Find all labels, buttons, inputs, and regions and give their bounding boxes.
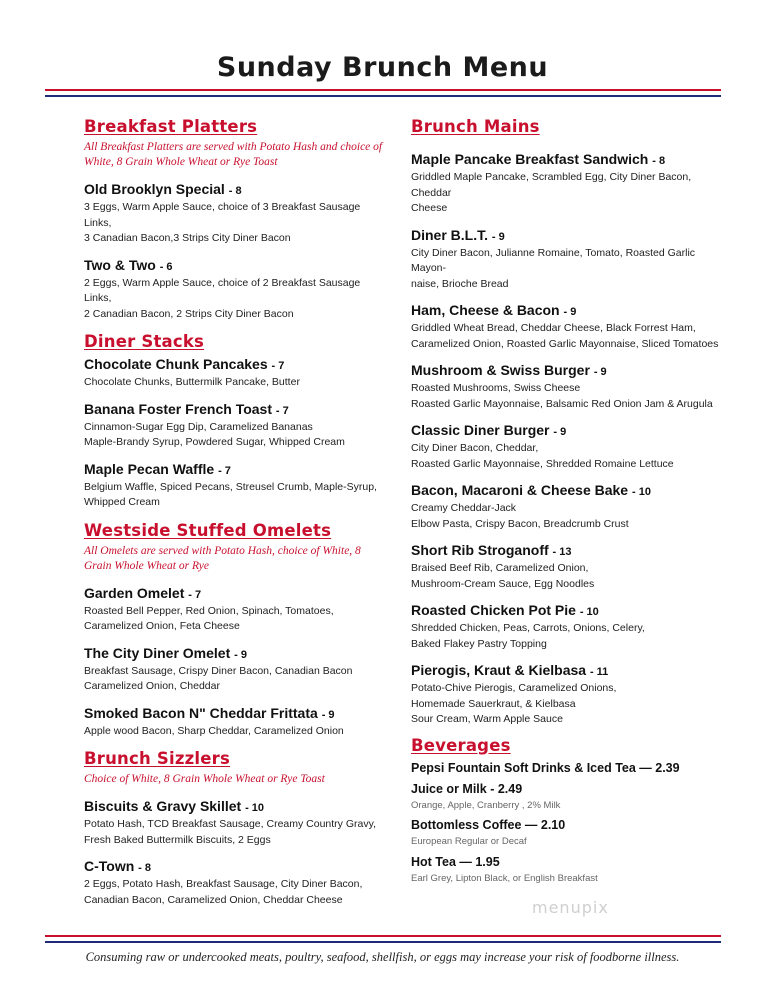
- item-name: Pepsi Fountain Soft Drinks & Iced Tea — 2.39: [411, 760, 680, 775]
- menu-item: [84, 857, 384, 908]
- item-name: Juice or Milk - 2.49: [411, 781, 523, 796]
- item-name: Two & Two: [84, 256, 156, 273]
- item-desc: Potato Hash, TCD Breakfast Sausage, Creamy Country Gravy,: [84, 818, 376, 830]
- section-brunch-mains: [411, 116, 721, 728]
- item-price: - 9: [491, 230, 505, 243]
- item-desc: City Diner Bacon, Julianne Romaine, Tomato, Roasted Garlic Mayon-: [411, 246, 696, 274]
- item-price: - 10: [631, 486, 651, 498]
- item-desc: Roasted Garlic Mayonnaise, Balsamic Red Onion Jam & Arugula: [411, 397, 713, 410]
- menu-item: [84, 704, 384, 740]
- item-desc: Caramelized Onion, Feta Cheese: [84, 620, 240, 632]
- item-desc: Whipped Cream: [84, 496, 160, 508]
- item-name: Smoked Bacon N" Cheddar Frittata: [84, 704, 318, 721]
- item-desc: 2 Canadian Bacon, 2 Strips City Diner Bacon: [84, 307, 294, 320]
- item-desc: Roasted Garlic Mayonnaise, Shredded Romaine Lettuce: [411, 457, 674, 470]
- item-name: C-Town: [84, 858, 135, 874]
- menu-item: [84, 797, 384, 848]
- item-name: Old Brooklyn Special: [84, 181, 225, 197]
- item-desc: Sour Cream, Warm Apple Sauce: [411, 713, 563, 725]
- item-name: Bottomless Coffee — 2.10: [411, 818, 566, 832]
- left-column: [84, 116, 384, 917]
- item-desc: Chocolate Chunks, Buttermilk Pancake, Butter: [84, 376, 300, 388]
- section-sizzlers: [84, 748, 384, 908]
- item-price: - 7: [271, 360, 285, 372]
- item-price: - 13: [552, 546, 572, 558]
- menu-item: [84, 256, 384, 323]
- item-price: - 10: [245, 802, 265, 814]
- item-name: Chocolate Chunk Pancakes: [84, 356, 268, 372]
- foodborne-illness-disclaimer: Consuming raw or undercooked meats, poultry, seafood, shellfish, or eggs may increase your risk of foodborne illness.: [85, 950, 680, 964]
- item-name: Garden Omelet: [84, 584, 185, 601]
- section-heading: Breakfast Platters: [84, 117, 258, 136]
- item-desc: European Regular or Decaf: [411, 836, 527, 847]
- item-desc: Creamy Cheddar-Jack: [411, 502, 517, 514]
- section-note: All Omelets are served with Potato Hash, choice of White, 8 Grain Whole Wheat or Rye: [84, 544, 361, 572]
- menu-item: [411, 301, 721, 352]
- item-price: - 7: [218, 464, 231, 477]
- item-price: - 8: [228, 185, 242, 197]
- section-heading: Westside Stuffed Omelets: [84, 520, 332, 540]
- page-title: Sunday Brunch Menu: [216, 52, 549, 83]
- item-price: - 9: [234, 648, 247, 661]
- item-desc: Mushroom-Cream Sauce, Egg Noodles: [411, 577, 595, 590]
- item-name: Pierogis, Kraut & Kielbasa: [411, 662, 587, 678]
- top-rule-blue: [45, 95, 721, 97]
- menu-item: [411, 481, 721, 532]
- section-heading: Beverages: [411, 735, 511, 755]
- item-price: - 9: [563, 306, 577, 318]
- item-desc: Griddled Maple Pancake, Scrambled Egg, City Diner Bacon, Cheddar: [411, 171, 692, 199]
- item-price: - 8: [652, 155, 666, 167]
- item-desc: 3 Canadian Bacon,3 Strips City Diner Bacon: [84, 232, 291, 244]
- item-price: - 8: [138, 862, 152, 874]
- section-heading: Diner Stacks: [84, 332, 205, 351]
- item-desc: Griddled Wheat Bread, Cheddar Cheese, Black Forrest Ham,: [411, 322, 696, 334]
- menu-item: [411, 853, 721, 887]
- item-desc: Apple wood Bacon, Sharp Cheddar, Caramelized Onion: [84, 724, 344, 737]
- menu-item: [411, 361, 721, 412]
- item-price: - 10: [579, 606, 599, 618]
- section-beverages: [411, 735, 721, 887]
- item-desc: City Diner Bacon, Cheddar,: [411, 442, 539, 454]
- menu-item: [411, 661, 721, 728]
- item-name: The City Diner Omelet: [84, 644, 231, 661]
- section-breakfast-platters: [84, 116, 384, 322]
- item-desc: Roasted Mushrooms, Swiss Cheese: [411, 382, 581, 394]
- item-desc: Roasted Bell Pepper, Red Onion, Spinach, Tomatoes,: [84, 604, 334, 617]
- item-price: - 7: [275, 404, 289, 417]
- item-desc: Homemade Sauerkraut, & Kielbasa: [411, 697, 576, 710]
- item-name: Biscuits & Gravy Skillet: [84, 798, 242, 814]
- right-column: [411, 116, 721, 889]
- item-name: Ham, Cheese & Bacon: [411, 302, 560, 318]
- bottom-rule-blue: [45, 941, 721, 943]
- menu-item: [411, 541, 721, 592]
- item-desc: Potato-Chive Pierogis, Caramelized Onions,: [411, 682, 617, 694]
- item-name: Bacon, Macaroni & Cheese Bake: [411, 482, 629, 498]
- item-name: Maple Pecan Waffle: [84, 460, 215, 477]
- item-desc: Shredded Chicken, Peas, Carrots, Onions, Celery,: [411, 622, 645, 634]
- item-name: Hot Tea — 1.95: [411, 854, 500, 869]
- item-name: Banana Foster French Toast: [84, 400, 273, 417]
- section-heading: Brunch Sizzlers: [84, 749, 231, 768]
- item-desc: Caramelized Onion, Roasted Garlic Mayonnaise, Sliced Tomatoes: [411, 337, 719, 350]
- item-desc: Belgium Waffle, Spiced Pecans, Streusel Crumb, Maple-Syrup,: [84, 480, 377, 493]
- menu-item: [84, 355, 384, 391]
- item-name: Short Rib Stroganoff: [411, 542, 549, 558]
- item-price: - 7: [188, 588, 202, 601]
- item-desc: Breakfast Sausage, Crispy Diner Bacon, Canadian Bacon: [84, 664, 353, 677]
- item-desc: 3 Eggs, Warm Apple Sauce, choice of 3 Breakfast Sausage Links,: [84, 201, 361, 229]
- item-desc: Baked Flakey Pastry Topping: [411, 637, 547, 650]
- section-note: All Breakfast Platters are served with Potato Hash and choice of White, 8 Grain Whole Wheat or Rye Toast: [84, 141, 383, 168]
- section-note: Choice of White, 8 Grain Whole Wheat or Rye Toast: [84, 773, 325, 785]
- menu-item: [84, 644, 384, 695]
- menu-item: [411, 421, 721, 472]
- menu-item: [411, 816, 721, 850]
- item-desc: Earl Grey, Lipton Black, or English Breakfast: [411, 872, 598, 884]
- item-desc: Maple-Brandy Syrup, Powdered Sugar, Whipped Cream: [84, 436, 345, 448]
- item-desc: Cheese: [411, 202, 448, 214]
- item-price: - 9: [593, 366, 607, 378]
- menu-item: [411, 601, 721, 652]
- watermark-logo: menupix: [532, 898, 609, 917]
- menu-item: [411, 780, 721, 814]
- item-name: Maple Pancake Breakfast Sandwich: [411, 151, 649, 167]
- item-name: Classic Diner Burger: [411, 422, 550, 438]
- item-price: - 9: [321, 708, 335, 721]
- menu-item: [84, 460, 384, 511]
- menu-item: [411, 759, 721, 777]
- item-desc: Caramelized Onion, Cheddar: [84, 680, 220, 692]
- item-desc: Fresh Baked Buttermilk Biscuits, 2 Eggs: [84, 833, 271, 846]
- menu-item: [84, 400, 384, 451]
- top-rule-red: [45, 89, 721, 91]
- item-desc: Cinnamon-Sugar Egg Dip, Caramelized Bananas: [84, 420, 313, 433]
- section-heading: Brunch Mains: [411, 117, 540, 136]
- section-omelets: [84, 520, 384, 740]
- item-price: - 9: [553, 426, 567, 438]
- section-diner-stacks: [84, 331, 384, 511]
- item-name: Diner B.L.T.: [411, 226, 489, 243]
- menu-item: [411, 150, 721, 217]
- menu-item: [84, 180, 384, 247]
- item-desc: 2 Eggs, Potato Hash, Breakfast Sausage, City Diner Bacon,: [84, 878, 363, 890]
- menu-item: [84, 584, 384, 635]
- bottom-rule-red: [45, 935, 721, 937]
- item-desc: Canadian Bacon, Caramelized Onion, Cheddar Cheese: [84, 893, 343, 906]
- item-desc: naise, Brioche Bread: [411, 277, 509, 290]
- item-name: Mushroom & Swiss Burger: [411, 362, 590, 378]
- menu-item: [411, 226, 721, 293]
- item-desc: 2 Eggs, Warm Apple Sauce, choice of 2 Breakfast Sausage Links,: [84, 276, 361, 304]
- item-price: - 11: [589, 666, 609, 678]
- item-desc: Elbow Pasta, Crispy Bacon, Breadcrumb Crust: [411, 517, 629, 530]
- item-desc: Orange, Apple, Cranberry , 2% Milk: [411, 799, 561, 811]
- item-desc: Braised Beef Rib, Caramelized Onion,: [411, 562, 589, 574]
- item-name: Roasted Chicken Pot Pie: [411, 602, 576, 618]
- item-price: - 6: [159, 260, 173, 273]
